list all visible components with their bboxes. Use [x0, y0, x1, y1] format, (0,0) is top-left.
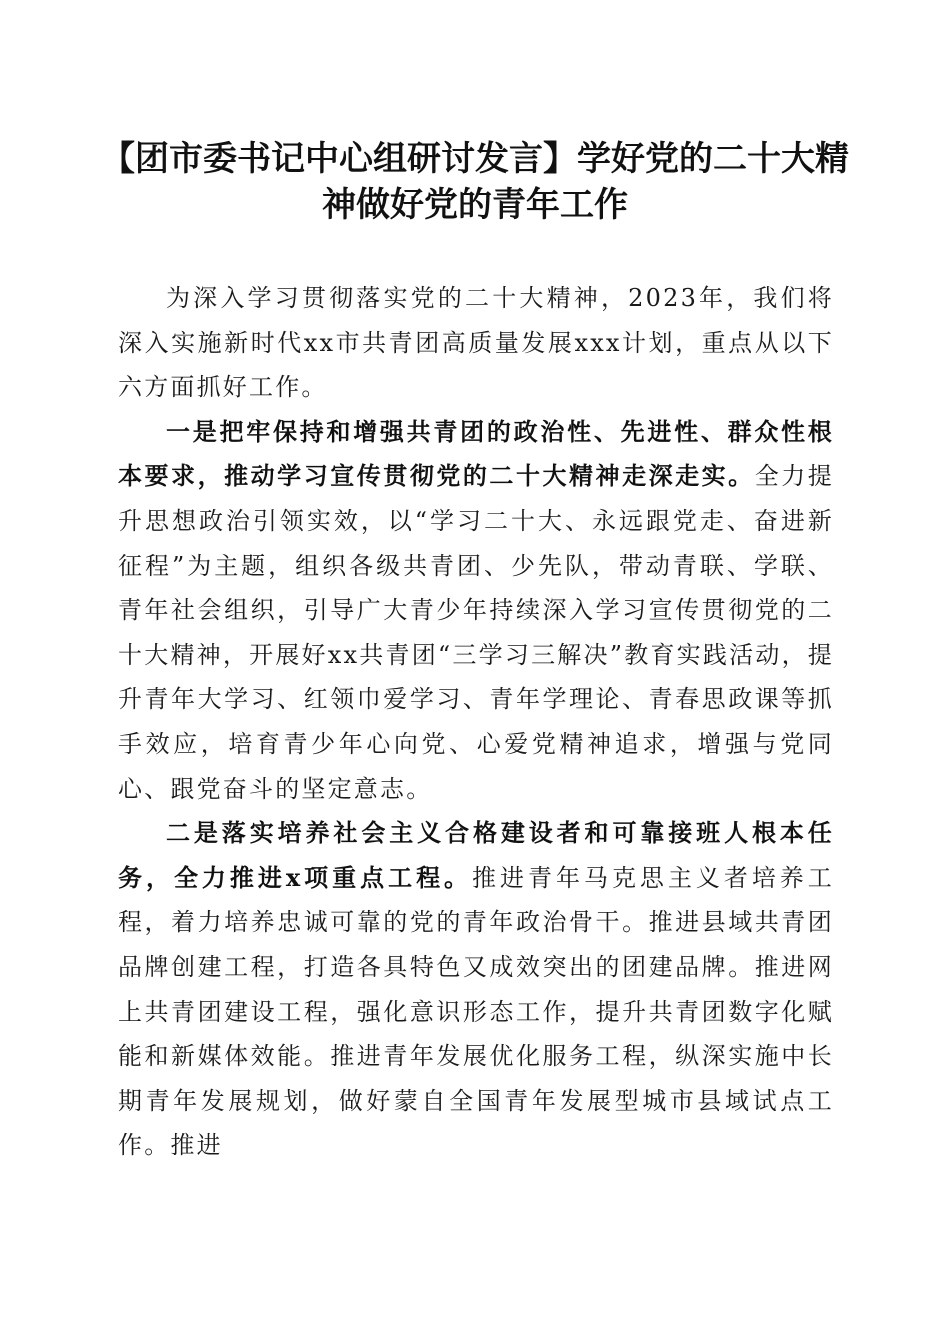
paragraph-lead: 二是落实培养社会主义合格建设者和可靠接班人根本任务，全力推进x项重点工程。 — [118, 818, 834, 892]
document-title: 【团市委书记中心组研讨发言】学好党的二十大精神做好党的青年工作 — [101, 139, 849, 225]
paragraph-point-1 — [118, 410, 834, 811]
paragraph-intro — [118, 276, 834, 410]
paragraph-text: 全力提升思想政治引领实效，以“学习二十大、永远跟党走、奋进新征程”为主题，组织各级共青团、少先队，带动青联、学联、青年社会组织，引导广大青少年持续深入学习宣传贯彻党的二十大精神，开展好xx共青团“三学习三解决”教育实践活动，提升青年大学习、红领巾爱学习、青年学理论、青春思政课等抓手效应，培育青少年心向党、心爱党精神追求，增强与党同心、跟党奋斗的坚定意志。 — [118, 462, 834, 803]
paragraph-point-2 — [118, 811, 834, 1168]
document-body — [118, 276, 834, 1168]
paragraph-text: 为深入学习贯彻落实党的二十大精神，2023年，我们将深入实施新时代xx市共青团高质量发展xxx计划，重点从以下六方面抓好工作。 — [118, 284, 834, 402]
paragraph-text: 推进青年马克思主义者培养工程，着力培养忠诚可靠的党的青年政治骨干。推进县域共青团品牌创建工程，打造各具特色又成效突出的团建品牌。推进网上共青团建设工程，强化意识形态工作，提升共青团数字化赋能和新媒体效能。推进青年发展优化服务工程，纵深实施中长期青年发展规划，做好蒙自全国青年发展型城市县域试点工作。推进 — [118, 863, 834, 1160]
paragraph-lead: 一是把牢保持和增强共青团的政治性、先进性、群众性根本要求，推动学习宣传贯彻党的二十大精神走深走实。 — [118, 416, 834, 491]
